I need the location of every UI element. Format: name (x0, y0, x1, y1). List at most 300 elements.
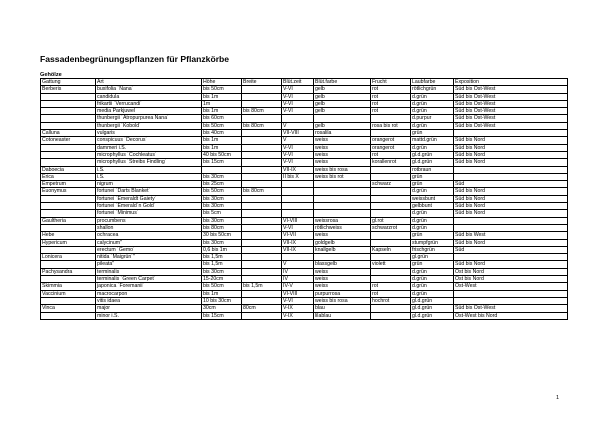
table-cell: d.grün (411, 93, 454, 100)
table-cell: weiss (314, 232, 371, 239)
table-cell: IV-V (282, 283, 314, 290)
table-cell (41, 312, 96, 319)
table-cell: pileata" (96, 261, 202, 268)
table-cell: thunbergii ´Atropurpurea Nana´ (96, 115, 202, 122)
table-cell (242, 195, 282, 202)
table-cell: Süd (454, 181, 568, 188)
table-cell (41, 297, 96, 304)
table-cell: d.grün (411, 276, 454, 283)
table-row (41, 173, 568, 180)
table-cell: d.grün (411, 224, 454, 231)
table-cell: knallgelb (314, 246, 371, 253)
table-cell: 80cm (242, 305, 282, 312)
table-row (41, 239, 568, 246)
table-cell: bis 80cm (242, 188, 282, 195)
table-row (41, 268, 568, 275)
table-cell (242, 232, 282, 239)
table-cell: bis 40cm (202, 130, 242, 137)
table-cell: Kapseln (371, 246, 411, 253)
table-cell: bis 1m (202, 290, 242, 297)
table-row (41, 224, 568, 231)
table-row (41, 144, 568, 151)
document-title: Fassadenbegrünungspflanzen für Pflanzkörbe (40, 54, 230, 64)
table-cell: gl.d.grün (411, 159, 454, 166)
column-header: Blüt.zeit (282, 79, 314, 86)
table-cell: Ost bis Nord (454, 276, 568, 283)
table-cell: lilablau (314, 312, 371, 319)
table-cell: calycinum" (96, 239, 202, 246)
table-cell: bis 1m (202, 144, 242, 151)
table-cell (371, 195, 411, 202)
table-cell: microphyllus ´Streibs Findling´ (96, 159, 202, 166)
table-cell: bis 50cm (202, 188, 242, 195)
table-cell: Erica (41, 173, 96, 180)
table-cell: IV (282, 268, 314, 275)
table-cell: V-VI (282, 86, 314, 93)
table-cell: bis 30cm (202, 203, 242, 210)
table-cell: rötlichweiss (314, 224, 371, 231)
table-cell: Ost bis Nord (454, 268, 568, 275)
table-cell: weiss (314, 144, 371, 151)
table-cell: hochrot (371, 297, 411, 304)
table-cell: bis 30cm (202, 195, 242, 202)
table-cell: ochracea (96, 232, 202, 239)
table-cell (314, 195, 371, 202)
table-cell: i.S. (96, 173, 202, 180)
table-cell: gl.d.grün (411, 297, 454, 304)
table-cell: goldgelb (314, 239, 371, 246)
table-row (41, 100, 568, 107)
table-cell (242, 144, 282, 151)
table-cell: schwarzrot (371, 224, 411, 231)
table-cell (314, 210, 371, 217)
table-cell: Süd bis Ost-West (454, 86, 568, 93)
table-cell: Hypericum (41, 239, 96, 246)
table-cell (41, 100, 96, 107)
table-cell (242, 203, 282, 210)
table-cell (41, 246, 96, 253)
table-cell: bis 50cm (202, 122, 242, 129)
table-cell: bis 25cm (202, 181, 242, 188)
table-cell: bis 80cm (242, 122, 282, 129)
table-cell (242, 297, 282, 304)
table-cell: V-VI (282, 108, 314, 115)
table-cell: 0,6 bis 1m (202, 246, 242, 253)
table-cell: d.grün (411, 108, 454, 115)
table-cell (242, 239, 282, 246)
table-cell: weiss (314, 276, 371, 283)
table-cell (454, 130, 568, 137)
table-cell: Süd bis West (454, 232, 568, 239)
table-cell (454, 173, 568, 180)
plant-table (40, 78, 568, 320)
table-cell: bis 1,5m (202, 254, 242, 261)
table-cell: d.grün (411, 210, 454, 217)
table-cell: weissbunt (411, 195, 454, 202)
table-cell (314, 203, 371, 210)
table-cell: rötlichgrün (411, 86, 454, 93)
table-cell: gelb (314, 100, 371, 107)
table-cell (242, 290, 282, 297)
table-cell: frikartii ´Verrucandi´ (96, 100, 202, 107)
table-cell: 15-20cm (202, 276, 242, 283)
table-cell: gl.d.grün (411, 312, 454, 319)
table-cell: bis 50cm (202, 86, 242, 93)
table-cell (41, 122, 96, 129)
table-cell (242, 159, 282, 166)
column-header: Laubfarbe (411, 79, 454, 86)
table-cell: bis 30cm (202, 268, 242, 275)
column-header: Gattung (41, 79, 96, 86)
table-cell: dammeri i.S. (96, 144, 202, 151)
table-cell: procumbens (96, 217, 202, 224)
table-cell: Süd bis Ost-West (454, 93, 568, 100)
table-cell: gelb (314, 122, 371, 129)
table-cell: orangerot (371, 144, 411, 151)
table-cell: VII-IX (282, 239, 314, 246)
table-cell (314, 115, 371, 122)
table-cell: vitis idaea (96, 297, 202, 304)
table-cell: V-VI (282, 224, 314, 231)
table-cell (242, 246, 282, 253)
table-row (41, 254, 568, 261)
table-cell: d.grün (411, 144, 454, 151)
table-cell: Skimmia (41, 283, 96, 290)
table-cell: V-VI (282, 159, 314, 166)
table-cell (242, 261, 282, 268)
table-cell (371, 130, 411, 137)
table-cell (242, 166, 282, 173)
table-cell: gelbbunt (411, 203, 454, 210)
table-cell: VI-VII (282, 232, 314, 239)
table-cell (41, 93, 96, 100)
table-cell: Euonymus (41, 188, 96, 195)
table-cell: buxifolia ´Nana´ (96, 86, 202, 93)
table-cell: weissrosa (314, 217, 371, 224)
table-cell: rot (371, 93, 411, 100)
table-cell: d.grün (411, 122, 454, 129)
table-cell: minor i.S. (96, 312, 202, 319)
table-cell: bis 5cm (202, 210, 242, 217)
table-cell (454, 254, 568, 261)
table-row (41, 203, 568, 210)
table-cell: 30cm (202, 305, 242, 312)
table-cell (41, 210, 96, 217)
table-cell: bis 30cm (202, 173, 242, 180)
table-cell: gl.grün (411, 254, 454, 261)
table-cell: weiss bis rot (314, 173, 371, 180)
table-cell: gl.rot (371, 217, 411, 224)
table-cell (242, 137, 282, 144)
table-cell (41, 144, 96, 151)
table-cell (371, 210, 411, 217)
table-cell: d.purpur (411, 115, 454, 122)
table-cell: IV (282, 276, 314, 283)
table-cell: i.S. (96, 166, 202, 173)
table-cell: fortunei ´Emeraldt Gaiety´ (96, 195, 202, 202)
table-cell: d.grün (411, 217, 454, 224)
table-row (41, 159, 568, 166)
table-cell (242, 312, 282, 319)
table-cell (242, 115, 282, 122)
table-cell: media Parkjuwel (96, 108, 202, 115)
table-cell: Pachysandra (41, 268, 96, 275)
table-row (41, 181, 568, 188)
table-cell: rot (371, 283, 411, 290)
table-cell: fortunei ´Emerald´n Gold´ (96, 203, 202, 210)
table-cell: purpurrosa (314, 290, 371, 297)
table-cell: schwarz (371, 181, 411, 188)
table-cell: violett (371, 261, 411, 268)
table-cell (282, 195, 314, 202)
table-cell: Süd bis Nord (454, 144, 568, 151)
table-cell: Vinca (41, 305, 96, 312)
table-cell (282, 210, 314, 217)
table-cell: Calluna (41, 130, 96, 137)
table-cell: 10 bis 30cm (202, 297, 242, 304)
table-cell: Süd (454, 246, 568, 253)
table-cell: grün (411, 173, 454, 180)
table-cell: mattd.grün (411, 137, 454, 144)
table-cell: V-VI (282, 151, 314, 158)
table-cell: rotbraun (411, 166, 454, 173)
table-cell: bis 1m (202, 137, 242, 144)
table-cell: V-VI (282, 144, 314, 151)
table-cell (314, 188, 371, 195)
table-cell (454, 166, 568, 173)
table-cell: orangerot (371, 137, 411, 144)
table-cell: grün (411, 232, 454, 239)
table-cell: d.grün (411, 290, 454, 297)
table-cell (454, 297, 568, 304)
table-cell (242, 181, 282, 188)
table-cell: weiss (314, 283, 371, 290)
table-cell: fortunei ´Minimus´ (96, 210, 202, 217)
table-row (41, 166, 568, 173)
table-cell: 30 bis 50cm (202, 232, 242, 239)
table-cell (41, 276, 96, 283)
table-cell: rosalila (314, 130, 371, 137)
table-row (41, 305, 568, 312)
table-cell (41, 108, 96, 115)
table-cell: Süd bis Nord (454, 239, 568, 246)
table-cell: V-VI (282, 297, 314, 304)
table-cell: gelb (314, 108, 371, 115)
table-cell: VII-VIII (282, 130, 314, 137)
table-cell (242, 173, 282, 180)
table-cell: VI-VIII (282, 217, 314, 224)
table-row (41, 188, 568, 195)
table-cell: Berberis (41, 86, 96, 93)
table-cell: 1m (202, 100, 242, 107)
table-cell (371, 239, 411, 246)
table-cell: rot (371, 86, 411, 93)
table-cell: rot (371, 108, 411, 115)
table-cell (242, 276, 282, 283)
table-cell: gelb (314, 93, 371, 100)
table-cell: bis 30cm (202, 217, 242, 224)
table-cell: V (282, 137, 314, 144)
table-cell (242, 254, 282, 261)
table-cell: weiss bis rosa (314, 297, 371, 304)
table-cell: blau (314, 305, 371, 312)
table-cell: d.grün (411, 283, 454, 290)
table-cell: terminalis (96, 268, 202, 275)
table-cell: Süd bis Nord (454, 188, 568, 195)
table-cell (41, 151, 96, 158)
table-cell (242, 151, 282, 158)
table-cell: nigrum (96, 181, 202, 188)
table-cell: d.grün (411, 100, 454, 107)
table-cell: Gaultheria (41, 217, 96, 224)
table-cell: Süd bis Ost-West (454, 122, 568, 129)
table-cell: 40 bis 50cm (202, 151, 242, 158)
table-cell (371, 254, 411, 261)
table-cell: V-VI (282, 100, 314, 107)
table-row (41, 115, 568, 122)
table-cell: bis 50cm (202, 283, 242, 290)
table-cell (282, 254, 314, 261)
table-cell: Süd bis Ost-West (454, 305, 568, 312)
table-cell (41, 224, 96, 231)
table-row (41, 108, 568, 115)
table-cell: grün (411, 130, 454, 137)
table-cell: d.grün (411, 268, 454, 275)
table-cell: conspicuus ´Decorus´ (96, 137, 202, 144)
table-cell: II bis X (282, 173, 314, 180)
table-row (41, 261, 568, 268)
table-row (41, 217, 568, 224)
table-body (41, 86, 568, 320)
table-row (41, 137, 568, 144)
table-cell: Ost-West bis Nord (454, 312, 568, 319)
table-cell (242, 86, 282, 93)
table-cell: VII-IX (282, 166, 314, 173)
table-cell: frischgrün (411, 246, 454, 253)
section-heading: Gehölze (40, 72, 62, 78)
table-cell: macrocarpon (96, 290, 202, 297)
table-cell: Daboecia (41, 166, 96, 173)
table-cell: grün (411, 261, 454, 268)
table-cell (242, 268, 282, 275)
table-header-row (41, 79, 568, 86)
table-cell: Vaccinium (41, 290, 96, 297)
table-cell: grün (411, 181, 454, 188)
table-cell: rosa bis rot (371, 122, 411, 129)
table-cell (371, 312, 411, 319)
table-cell (282, 203, 314, 210)
table-cell: bis 80cm (242, 108, 282, 115)
table-cell: bis 15cm (202, 312, 242, 319)
table-cell: Süd bis Nord (454, 151, 568, 158)
table-cell: V (282, 122, 314, 129)
table-cell: Lonicera (41, 254, 96, 261)
table-cell (41, 261, 96, 268)
table-cell (41, 195, 96, 202)
table-cell: bis 80cm (202, 224, 242, 231)
table-cell: major (96, 305, 202, 312)
table-cell (282, 181, 314, 188)
table-cell: bis 30cm (202, 239, 242, 246)
table-cell: Süd bis Nord (454, 203, 568, 210)
table-cell: terminalis ´Green Carpet´ (96, 276, 202, 283)
table-row (41, 86, 568, 93)
table-cell: weiss bis rosa (314, 166, 371, 173)
table-row (41, 290, 568, 297)
table-cell: rot (371, 100, 411, 107)
table-cell (41, 115, 96, 122)
column-header: Höhe (202, 79, 242, 86)
table-cell: Süd bis Ost-West (454, 115, 568, 122)
table-cell: Süd bis Nord (454, 195, 568, 202)
table-cell: nitida ´Maigrün´" (96, 254, 202, 261)
table-cell: Süd bis Nord (454, 137, 568, 144)
table-cell: rot (371, 290, 411, 297)
table-cell: VI-VIII (282, 290, 314, 297)
table-cell: bis 1,5m (202, 261, 242, 268)
table-cell (454, 224, 568, 231)
table-cell: Cotoneaster (41, 137, 96, 144)
table-row (41, 283, 568, 290)
table-row (41, 246, 568, 253)
table-cell (41, 159, 96, 166)
table-cell (282, 115, 314, 122)
table-cell: candidula (96, 93, 202, 100)
table-cell (371, 115, 411, 122)
column-header: Frucht (371, 79, 411, 86)
table-cell: Hebe (41, 232, 96, 239)
table-cell (371, 268, 411, 275)
table-cell: blassgelb (314, 261, 371, 268)
table-cell: thunbergii ´Kobold´ (96, 122, 202, 129)
table-cell: korallenrot (371, 159, 411, 166)
table-cell (454, 290, 568, 297)
table-row (41, 151, 568, 158)
table-cell (282, 188, 314, 195)
table-cell: weiss (314, 159, 371, 166)
table-cell: gl.d.grün (411, 151, 454, 158)
table-cell (371, 276, 411, 283)
table-row (41, 297, 568, 304)
table-cell: fortunei ´Darts Blanket´ (96, 188, 202, 195)
table-cell (242, 210, 282, 217)
table-cell: microphyllus ´Cochleatus´ (96, 151, 202, 158)
table-cell: gelb (314, 86, 371, 93)
table-cell: rot (371, 151, 411, 158)
table-cell (242, 130, 282, 137)
column-header: Exposition (454, 79, 568, 86)
column-header: Breite (242, 79, 282, 86)
table-cell (202, 166, 242, 173)
table-cell: weiss (314, 268, 371, 275)
table-row (41, 232, 568, 239)
table-cell: stumpfgrün (411, 239, 454, 246)
table-cell (314, 181, 371, 188)
table-cell (371, 232, 411, 239)
table-cell (242, 224, 282, 231)
table-cell (314, 254, 371, 261)
table-cell: Süd bis Nord (454, 261, 568, 268)
table-cell (371, 173, 411, 180)
table-cell: vulgaris (96, 130, 202, 137)
table-cell (371, 305, 411, 312)
table-cell: VII-IX (282, 246, 314, 253)
column-header: Blüt.farbe (314, 79, 371, 86)
table-cell: V-VI (282, 93, 314, 100)
table-cell: Süd bis Nord (454, 210, 568, 217)
table-cell: Süd bis Nord (454, 159, 568, 166)
table-cell: bis 60cm (202, 115, 242, 122)
